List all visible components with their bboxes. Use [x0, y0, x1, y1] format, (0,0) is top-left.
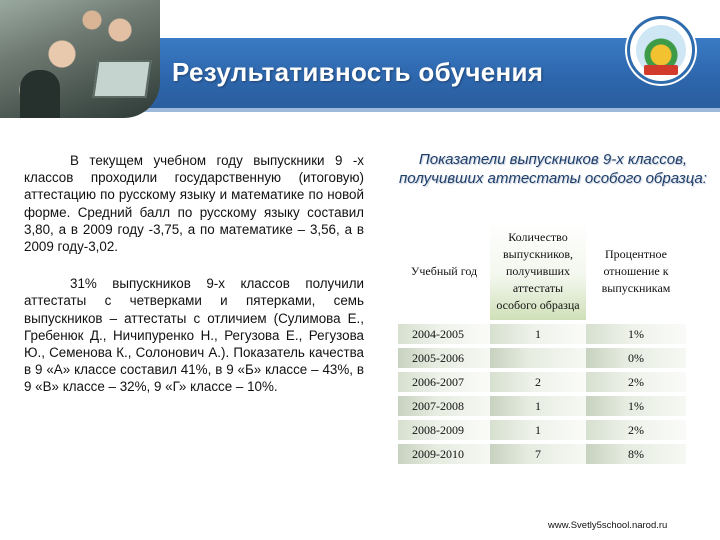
table-row	[398, 348, 686, 368]
row-count: 1	[490, 324, 586, 344]
site-url-link[interactable]: www.Svetly5school.narod.ru	[548, 520, 668, 531]
row-year: 2004-2005	[398, 324, 490, 344]
row-percent: 1%	[586, 324, 686, 344]
table-row	[398, 396, 686, 416]
row-percent: 2%	[586, 372, 686, 392]
emblem-ribbon	[644, 65, 678, 75]
row-count: 1	[490, 420, 586, 440]
row-year: 2009-2010	[398, 444, 490, 464]
row-year: 2005-2006	[398, 348, 490, 368]
row-count: 1	[490, 396, 586, 416]
row-percent: 2%	[586, 420, 686, 440]
table-header-row	[398, 222, 686, 320]
row-year: 2006-2007	[398, 372, 490, 392]
row-count: 2	[490, 372, 586, 392]
row-percent: 8%	[586, 444, 686, 464]
header-count: Количество выпускников, получивших аттестаты особого образца	[490, 222, 586, 320]
row-percent: 0%	[586, 348, 686, 368]
table-row	[398, 444, 686, 464]
row-year: 2008-2009	[398, 420, 490, 440]
table-row	[398, 420, 686, 440]
page-title: Результативность обучения	[172, 57, 544, 87]
table-row	[398, 324, 686, 344]
row-year: 2007-2008	[398, 396, 490, 416]
table-row	[398, 372, 686, 392]
header-percent: Процентное отношение к выпускникам	[601, 246, 671, 295]
summary-paragraph-1: В текущем учебном году выпускники 9 -х классов проходили государственную (итоговую) аттестацию по русскому языку и математике по новой форме. Средний балл по русскому языку составил 3,80, а в 2009 году -3,75, а по математике – 3,56, а в 2009 году-3,02.	[24, 153, 364, 255]
school-emblem-icon	[627, 16, 695, 84]
students-photo	[0, 0, 160, 118]
graduates-table	[398, 218, 686, 468]
header-year: Учебный год	[410, 263, 478, 278]
table-title: Показатели выпускников 9-х классов, получивших аттестаты особого образца:	[399, 151, 707, 187]
row-count	[490, 348, 586, 368]
row-percent: 1%	[586, 396, 686, 416]
row-count: 7	[490, 444, 586, 464]
summary-paragraph-2: 31% выпускников 9-х классов получили аттестаты с четверками и пятерками, семь выпускников – аттестаты с отличием (Сулимова Е., Гребенюк Д., Ничипуренко Н., Регузова Е., Регузова Ю., Семенова К., Солонович А.). Показатель качества в 9 «А» классе составил 41%, в 9 «Б» классе – 43%, в 9 «В» классе – 32%, 9 «Г» классе – 10%.	[24, 276, 364, 395]
summary-text	[24, 152, 364, 396]
